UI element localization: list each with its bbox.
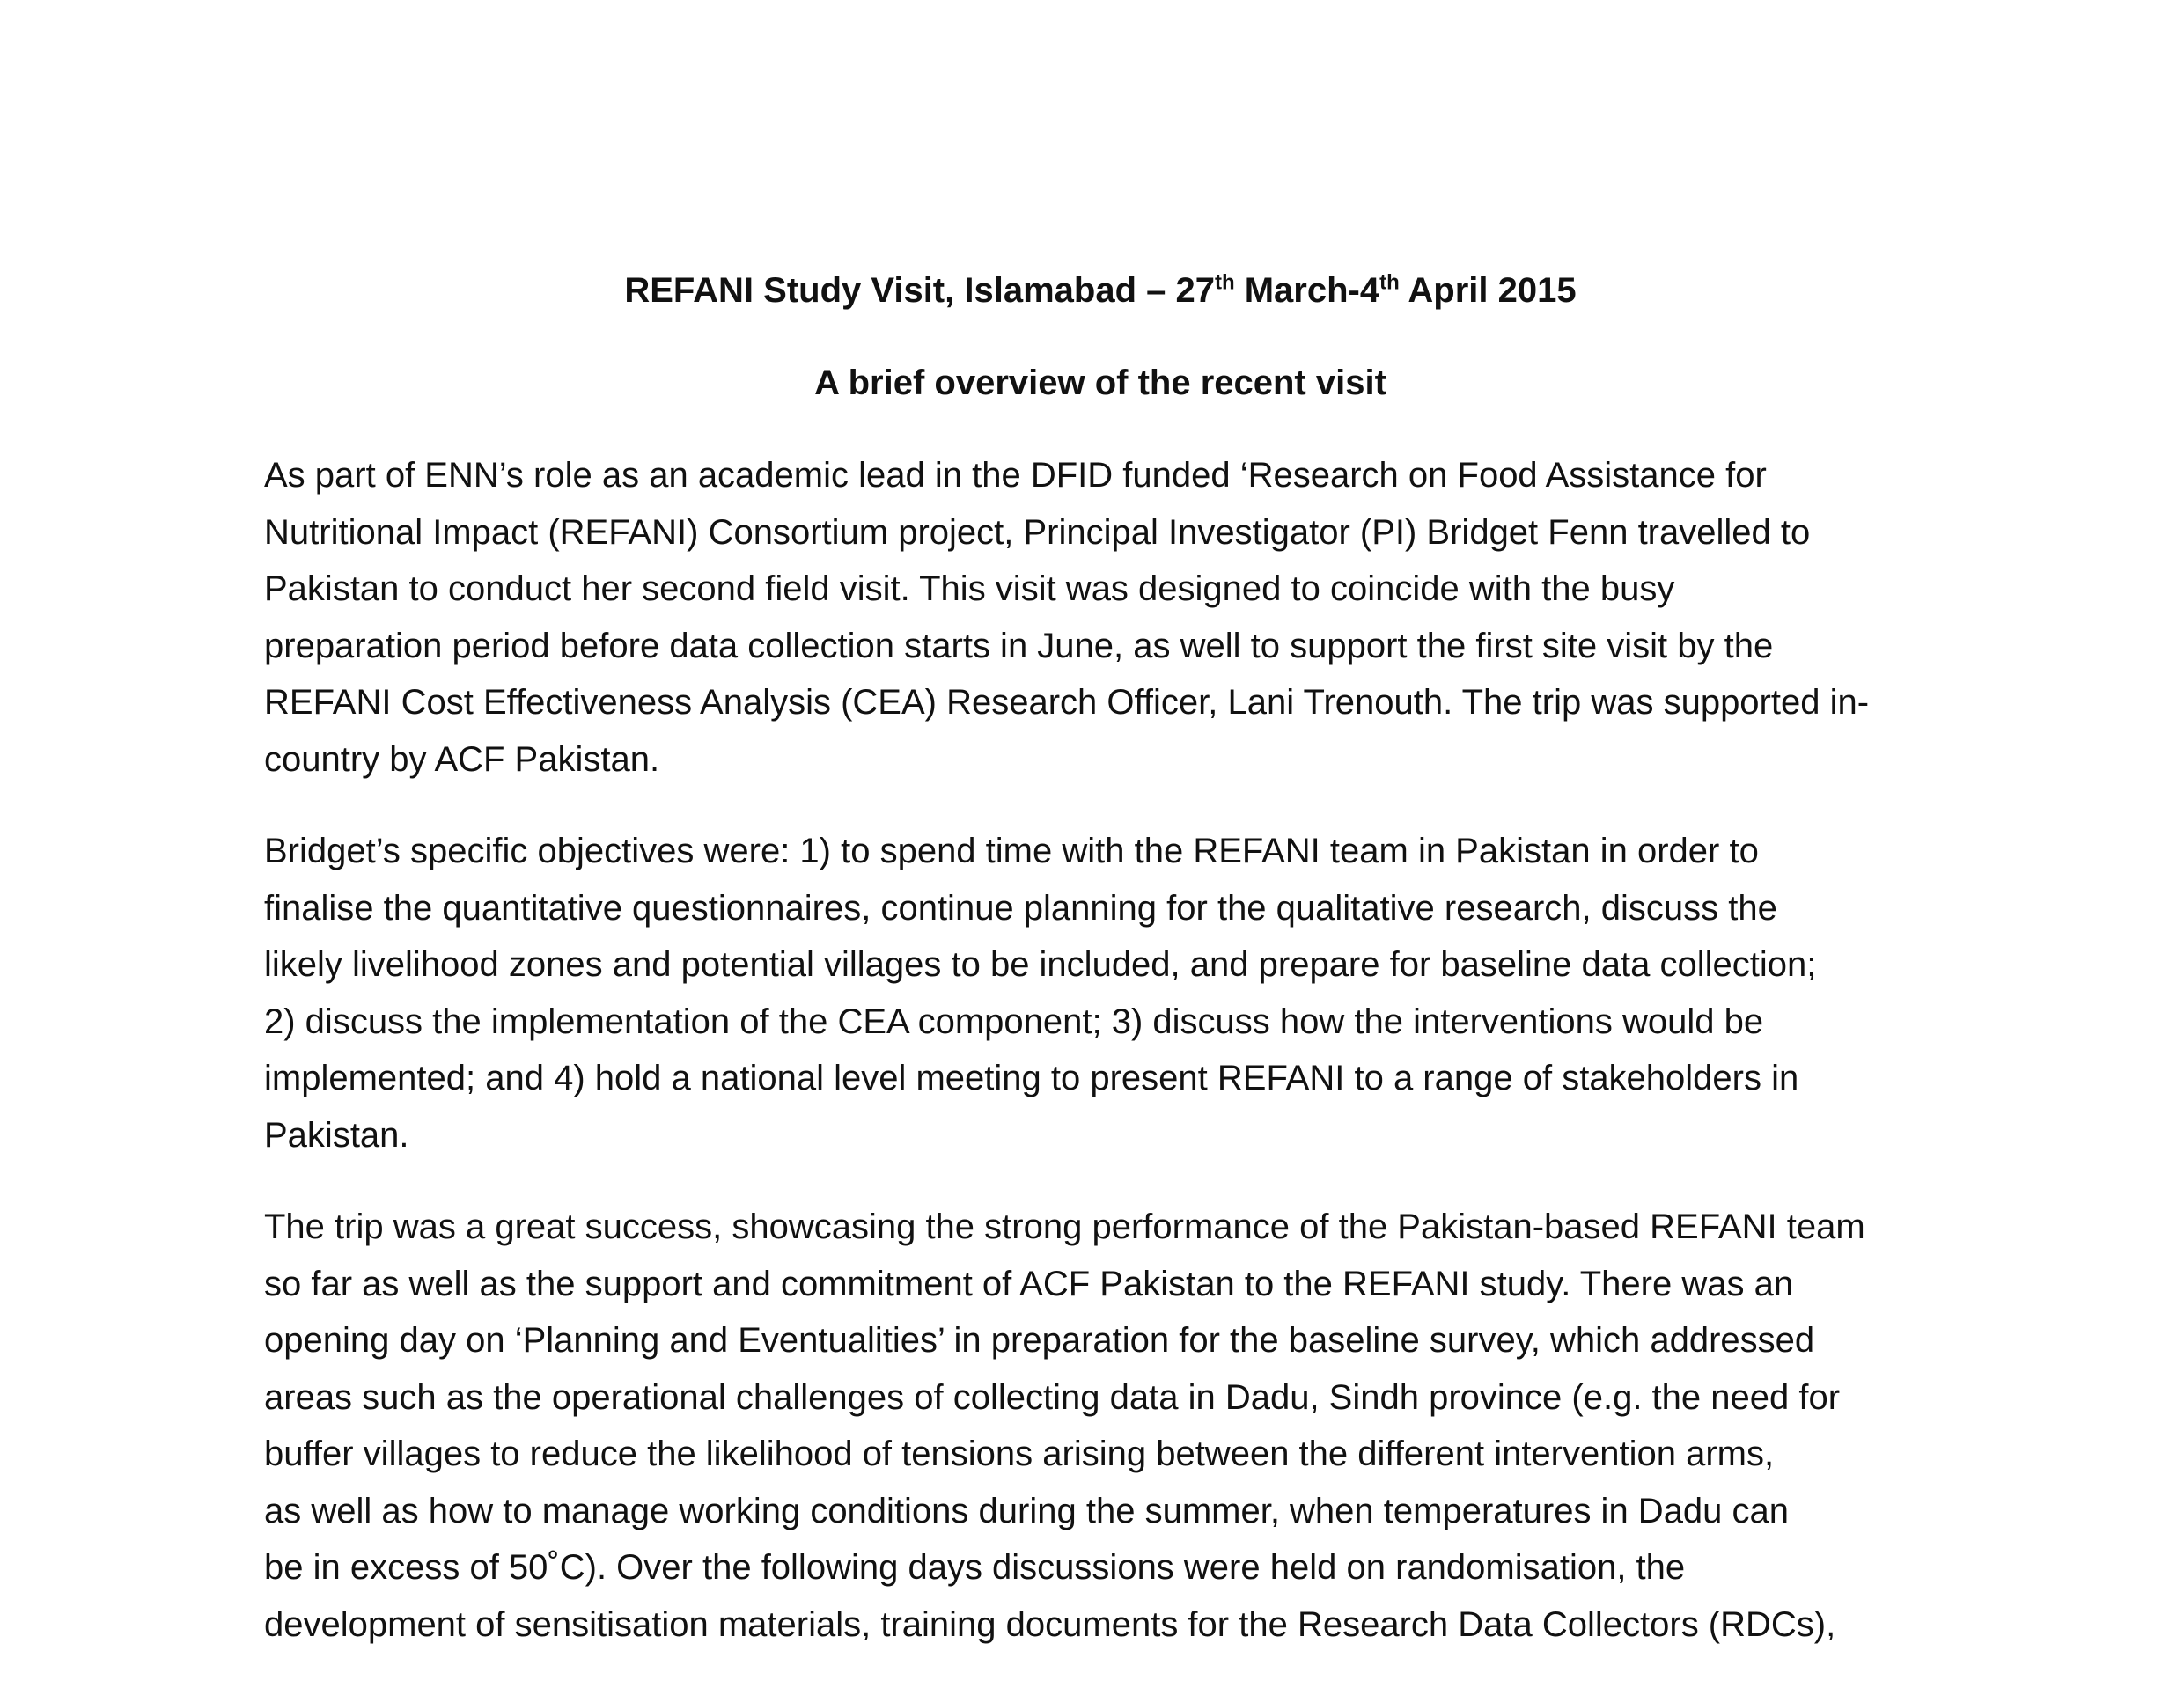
paragraph-line: Nutritional Impact (REFANI) Consortium project, Principal Investigator (PI) Bridget Fenn travelled to [264,512,1811,552]
paragraph-line: preparation period before data collection starts in June, as well to support the first site visit by the [264,626,1774,665]
paragraph-line: so far as well as the support and commitment of ACF Pakistan to the REFANI study. There was an [264,1264,1794,1303]
document-title [264,264,1937,317]
paragraph-line: likely livelihood zones and potential villages to be included, and prepare for baseline data collection; [264,945,1817,984]
document-body [264,264,1937,1688]
paragraph-line: As part of ENN’s role as an academic lead in the DFID funded ‘Research on Food Assistance for [264,456,1767,495]
paragraph-line: Pakistan. [264,1115,409,1155]
paragraph-objectives [264,823,1937,1163]
paragraph-line: The trip was a great success, showcasing the strong performance of the Pakistan-based REFANI team [264,1207,1865,1246]
title-part-3: April 2015 [1399,271,1577,310]
paragraph-intro [264,447,1937,788]
title-superscript-1: th [1214,270,1235,295]
paragraph-line: 2) discuss the implementation of the CEA component; 3) discuss how the interventions would be [264,1002,1764,1041]
paragraph-line: finalise the quantitative questionnaires, continue planning for the qualitative research, discuss the [264,888,1777,928]
paragraph-line: be in excess of 50˚C). Over the following days discussions were held on randomisation, the [264,1548,1686,1587]
paragraph-outcome [264,1199,1937,1653]
paragraph-line: REFANI Cost Effectiveness Analysis (CEA) Research Officer, Lani Trenouth. The trip was supported in- [264,683,1870,722]
title-superscript-2: th [1379,270,1400,295]
paragraph-line: country by ACF Pakistan. [264,739,660,779]
paragraph-line: implemented; and 4) hold a national level meeting to present REFANI to a range of stakeholders in [264,1059,1799,1097]
paragraph-line: buffer villages to reduce the likelihood of tensions arising between the different intervention arms, [264,1435,1775,1473]
paragraph-line: development of sensitisation materials, training documents for the Research Data Collectors (RDCs), [264,1604,1836,1644]
paragraph-line: Bridget’s specific objectives were: 1) to spend time with the REFANI team in Pakistan in order to [264,832,1759,870]
title-part-1: REFANI Study Visit, Islamabad – 27 [624,271,1215,310]
document-subtitle: A brief overview of the recent visit [814,363,1386,402]
paragraph-line: Pakistan to conduct her second field visit. This visit was designed to coincide with the busy [264,569,1675,608]
title-part-2: March-4 [1234,271,1380,310]
paragraph-line: as well as how to manage working conditions during the summer, when temperatures in Dadu can [264,1491,1790,1530]
paragraph-line: areas such as the operational challenges of collecting data in Dadu, Sindh province (e.g. the need for [264,1377,1841,1417]
paragraph-line: opening day on ‘Planning and Eventualities’ in preparation for the baseline survey, which addressed [264,1321,1815,1360]
